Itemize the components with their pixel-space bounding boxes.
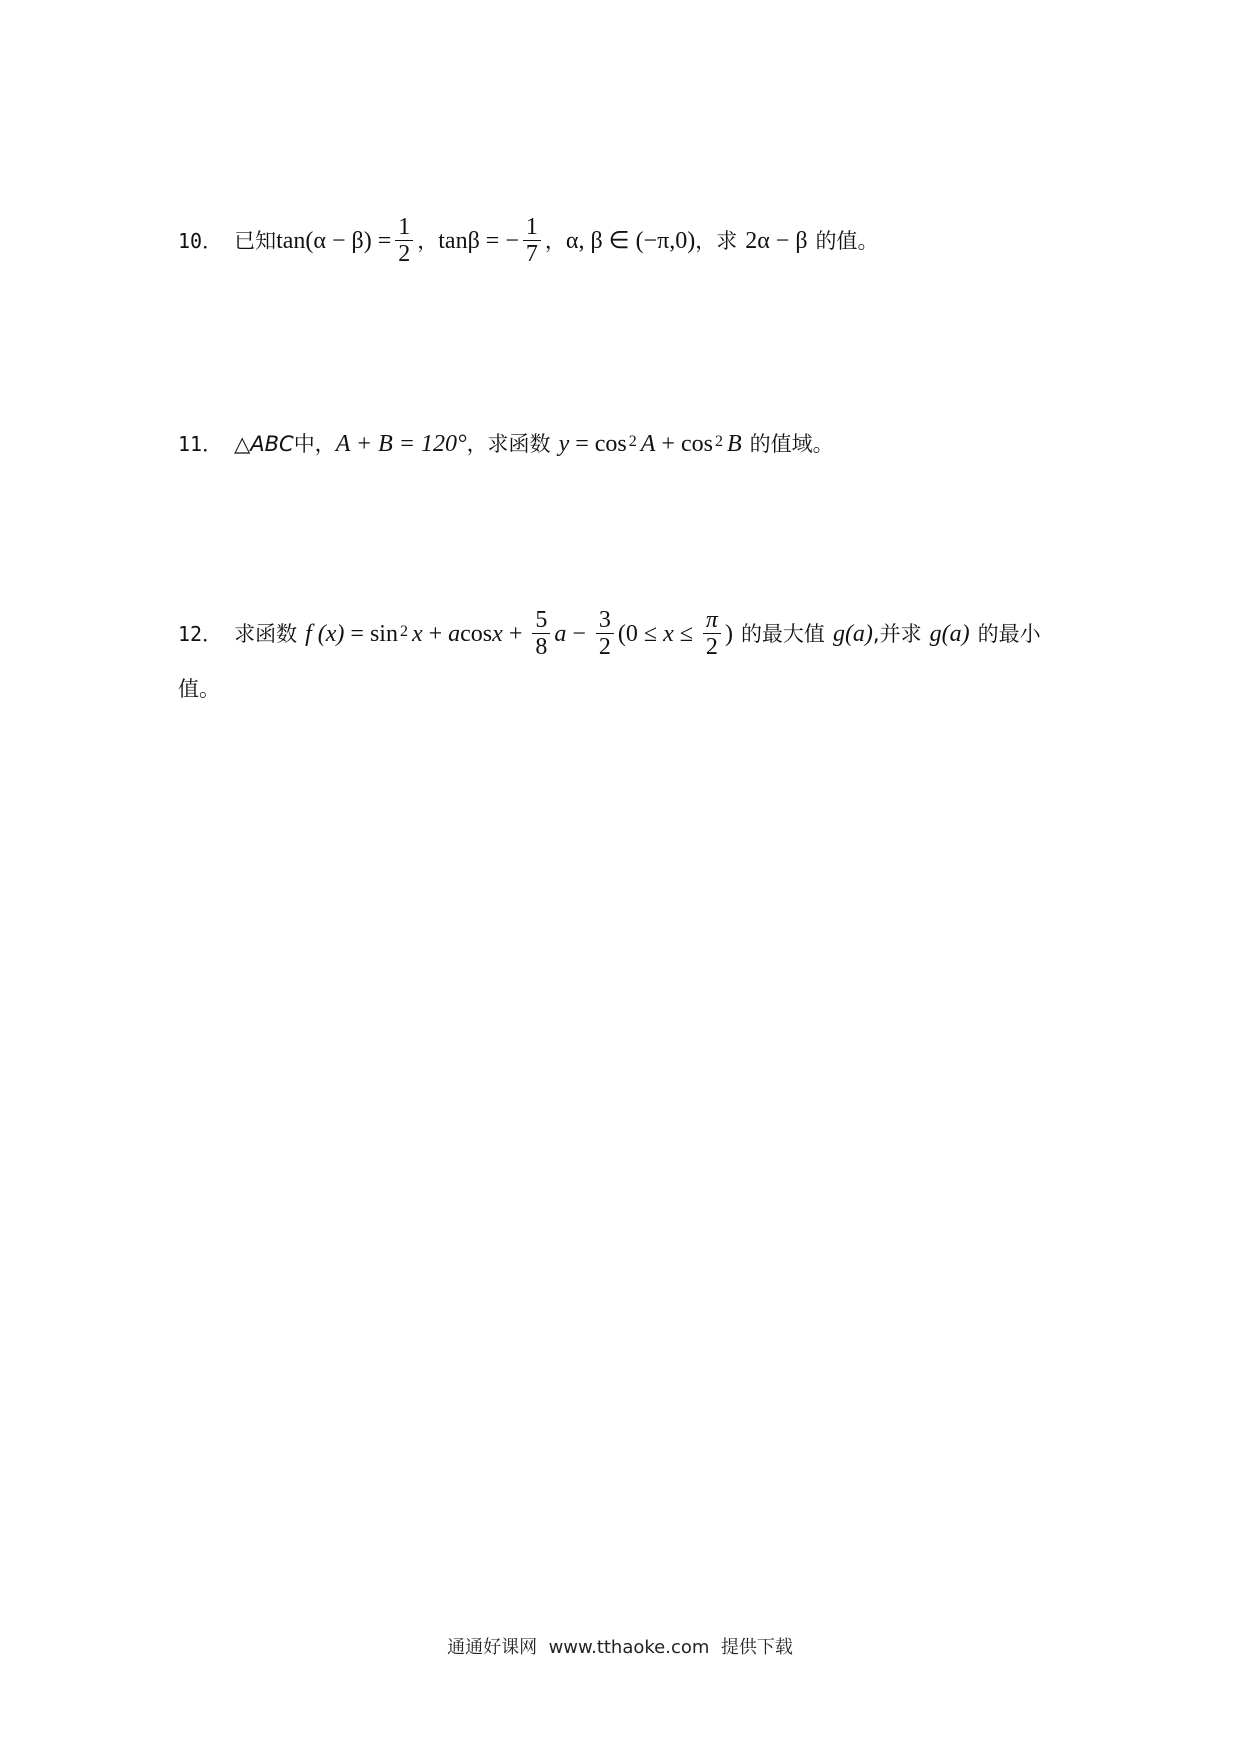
math-expression: A + B = 120°: [335, 431, 467, 457]
problem-text: 的值域。: [749, 431, 834, 456]
problem-text: 的最小: [977, 621, 1041, 646]
fraction-denominator: 2: [398, 241, 411, 268]
problem-11-line: [178, 432, 834, 456]
fraction: [703, 608, 721, 661]
problem-10-line: [178, 215, 879, 268]
fraction-numerator: 5: [532, 608, 550, 634]
separator: ，: [544, 228, 566, 253]
math-variable: a: [554, 621, 567, 648]
fraction-numerator: 1: [395, 215, 413, 241]
function-name: g(a): [929, 621, 970, 648]
fraction: [395, 215, 413, 268]
problem-text: 的最大值: [740, 621, 825, 646]
math-expression: tanβ = −: [438, 228, 519, 255]
math-variable: A: [640, 431, 656, 457]
math-expression: ): [724, 621, 733, 648]
exponent: 2: [628, 433, 637, 450]
problem-text: ,并求: [872, 621, 922, 646]
function-name: f (x): [305, 621, 345, 648]
fraction: [596, 608, 614, 661]
problem-number: 11．: [178, 432, 223, 456]
math-variable: B: [726, 431, 742, 457]
fraction-denominator: 8: [535, 634, 548, 661]
math-operator: +: [422, 621, 449, 648]
fraction-denominator: 2: [705, 634, 718, 661]
problem-text: 值。: [178, 676, 220, 701]
separator: ，: [417, 228, 439, 253]
separator: ，求: [695, 228, 738, 253]
problem-number: 10．: [178, 229, 223, 254]
exponent: 2: [714, 433, 723, 450]
math-expression: = sin: [344, 621, 398, 648]
fraction-denominator: 2: [598, 634, 611, 661]
problem-text: 求函数: [234, 621, 298, 646]
problem-12-line-1: [178, 608, 1041, 661]
math-variable: x: [492, 621, 503, 648]
fraction: [532, 608, 550, 661]
fraction: [523, 215, 541, 268]
problem-10: [178, 215, 879, 268]
math-variable: x: [411, 621, 423, 648]
problem-text: 中，: [293, 431, 336, 456]
math-operator: +: [502, 621, 529, 648]
math-expression: 2α − β: [745, 228, 808, 255]
math-operator: −: [566, 621, 592, 648]
math-variable: a: [448, 621, 461, 648]
exponent: 2: [399, 623, 408, 641]
math-expression: tan(α − β) =: [276, 228, 392, 255]
problem-11: [178, 432, 834, 456]
math-variable: y: [558, 431, 570, 457]
fraction-numerator: π: [703, 608, 721, 634]
problem-text: 已知: [234, 228, 277, 253]
math-expression: + cos: [655, 431, 713, 457]
math-expression: α, β ∈ (−π,0): [565, 228, 696, 255]
math-expression: (0 ≤: [617, 621, 664, 648]
math-variable: x: [663, 621, 674, 648]
problem-text: ，求函数: [466, 431, 551, 456]
function-name: g(a): [832, 621, 873, 648]
fraction-denominator: 7: [525, 241, 538, 268]
triangle-symbol: △: [234, 431, 251, 456]
footer-source: 通通好课网 www.tthaoke.com 提供下载: [447, 1637, 793, 1658]
math-operator: ≤: [673, 621, 699, 648]
math-function: cos: [460, 621, 493, 648]
fraction-numerator: 1: [523, 215, 541, 241]
problem-text: 的值。: [815, 228, 879, 253]
problem-12-line-2: [178, 676, 1041, 701]
math-expression: = cos: [569, 431, 627, 457]
triangle-name: ABC: [250, 431, 294, 456]
problem-12: [178, 608, 1041, 700]
problem-number: 12．: [178, 622, 223, 647]
fraction-numerator: 3: [596, 608, 614, 634]
